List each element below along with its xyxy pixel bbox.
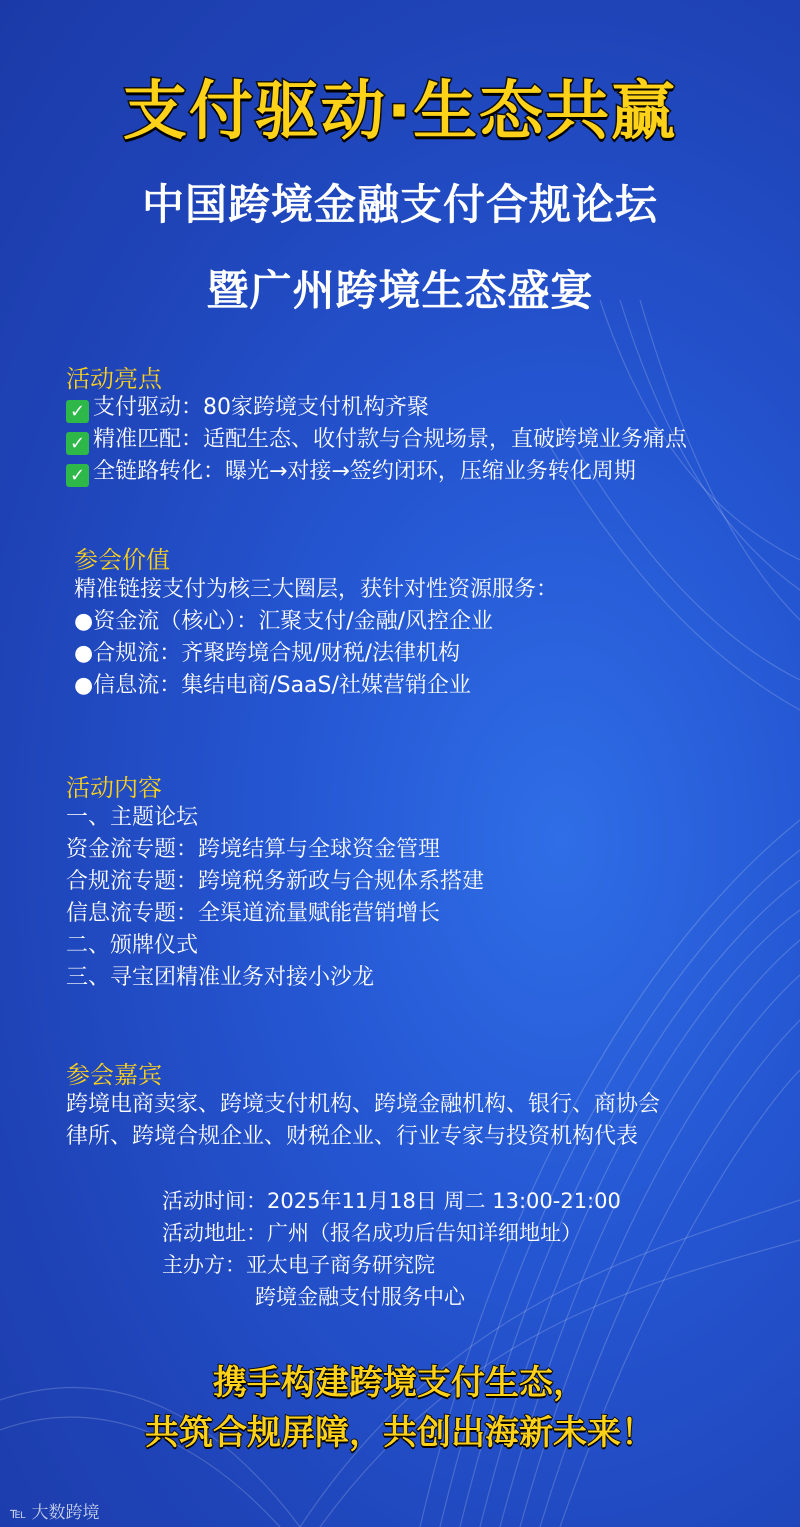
- main-title: 支付驱动·生态共赢: [122, 75, 678, 149]
- event-time: 活动时间：2025年11月18日 周二 13:00-21:00: [162, 1189, 621, 1213]
- value-intro: 精准链接支付为核三大圈层，获针对性资源服务：: [74, 577, 559, 602]
- watermark-logo-icon: ℡: [10, 1504, 27, 1522]
- guests-line-2: 律所、跨境合规企业、财税企业、行业专家与投资机构代表: [66, 1124, 639, 1149]
- slogan-line-1: 携手构建跨境支付生态，: [213, 1363, 587, 1403]
- highlights-heading: 活动亮点: [66, 365, 162, 393]
- event-organizer-2: 跨境金融支付服务中心: [255, 1285, 465, 1309]
- slogan-line-2: 共筑合规屏障，共创出海新未来！: [145, 1413, 655, 1453]
- guests-heading: 参会嘉宾: [66, 1061, 162, 1089]
- check-mark-icon: ✓: [66, 400, 89, 423]
- highlight-item: ✓ 支付驱动：80家跨境支付机构齐聚: [66, 392, 429, 424]
- event-organizer: 主办方：亚太电子商务研究院: [162, 1253, 435, 1277]
- content-item: 三、寻宝团精准业务对接小沙龙: [66, 965, 375, 990]
- content-item: 二、颁牌仪式: [66, 933, 199, 958]
- value-heading: 参会价值: [74, 546, 170, 574]
- guests-line-1: 跨境电商卖家、跨境支付机构、跨境金融机构、银行、商协会: [66, 1092, 661, 1117]
- check-mark-icon: ✓: [66, 432, 89, 455]
- value-item: ●资金流（核心）：汇聚支付/金融/风控企业: [74, 609, 494, 634]
- subtitle-line-1: 中国跨境金融支付合规论坛: [141, 180, 658, 229]
- content-item: 合规流专题：跨境税务新政与合规体系搭建: [66, 869, 485, 894]
- content-item: 信息流专题：全渠道流量赋能营销增长: [66, 901, 441, 926]
- content-heading: 活动内容: [66, 774, 162, 802]
- event-address: 活动地址：广州（报名成功后告知详细地址）: [162, 1221, 582, 1245]
- watermark: ℡ 大数跨境: [10, 1503, 100, 1523]
- content-item: 资金流专题：跨境结算与全球资金管理: [66, 837, 441, 862]
- check-mark-icon: ✓: [66, 464, 89, 487]
- subtitle-line-2: 暨广州跨境生态盛宴: [206, 266, 594, 315]
- content-item: 一、主题论坛: [66, 805, 199, 830]
- highlight-item: ✓ 精准匹配：适配生态、收付款与合规场景，直破跨境业务痛点: [66, 424, 687, 456]
- highlight-item: ✓ 全链路转化：曝光→对接→签约闭环，压缩业务转化周期: [66, 456, 636, 488]
- value-item: ●信息流：集结电商/SaaS/社媒营销企业: [74, 673, 471, 698]
- value-item: ●合规流：齐聚跨境合规/财税/法律机构: [74, 641, 461, 666]
